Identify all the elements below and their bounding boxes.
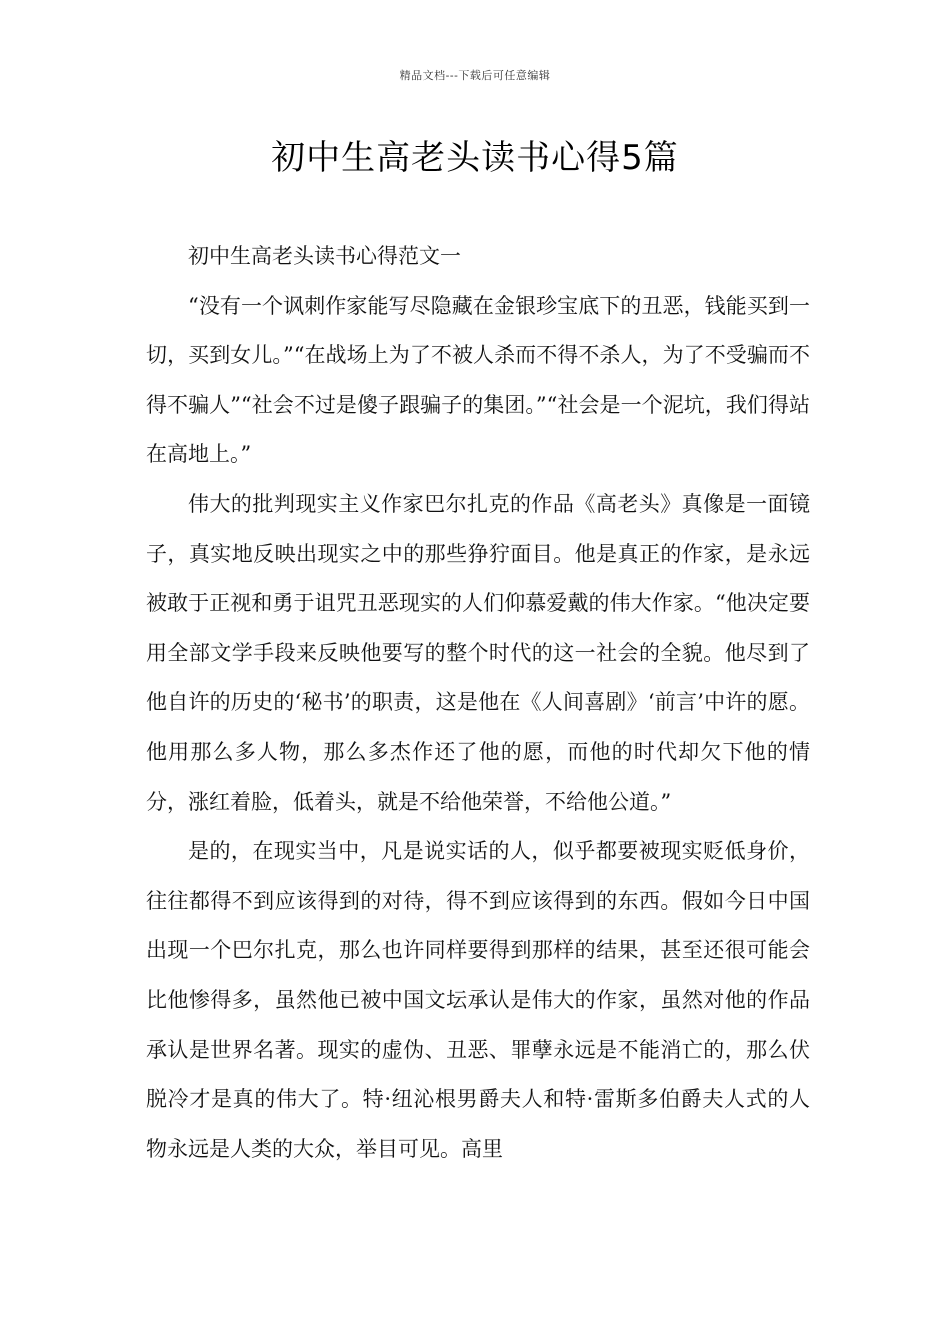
document-title: 初中生高老头读书心得5篇 — [271, 138, 679, 178]
paragraph: 伟大的批判现实主义作家巴尔扎克的作品《高老头》真像是一面镜子，真实地反映出现实之中的那些狰狞面目。他是真正的作家，是永远被敢于正视和勇于诅咒丑恶现实的人们仰慕爱戴的伟大作家。“他决定要用全部文学手段来反映他要写的整个时代的这一社会的全貌。他尽到了他自许的历史的‘秘书’的职责，这是他在《人间喜剧》‘前言’中许的愿。他用那么多人物，那么多杰作还了他的愿，而他的时代却欠下他的情分，涨红着脸，低着头，就是不给他荣誉，不给他公道。” — [146, 491, 810, 814]
document-body — [146, 232, 810, 1174]
paragraph: 是的，在现实当中，凡是说实话的人，似乎都要被现实贬低身价，往往都得不到应该得到的对待，得不到应该得到的东西。假如今日中国出现一个巴尔扎克，那么也许同样要得到那样的结果，甚至还很可能会比他惨得多，虽然他已被中国文坛承认是伟大的作家，虽然对他的作品承认是世界名著。现实的虚伪、丑恶、罪孽永远是不能消亡的，那么伏脱冷才是真的伟大了。特·纽沁根男爵夫人和特·雷斯多伯爵夫人式的人物永远是人类的大众，举目可见。高里 — [146, 839, 810, 1161]
section-heading: 初中生高老头读书心得范文一 — [188, 244, 461, 268]
header-note: 精品文档---下载后可任意编辑 — [399, 69, 551, 82]
paragraph: “没有一个讽刺作家能写尽隐藏在金银珍宝底下的丑恶，钱能买到一切，买到女儿。”“在战场上为了不被人杀而不得不杀人，为了不受骗而不得不骗人”“社会不过是傻子跟骗子的集团。”“社会是一个泥坑，我们得站在高地上。” — [146, 293, 810, 467]
